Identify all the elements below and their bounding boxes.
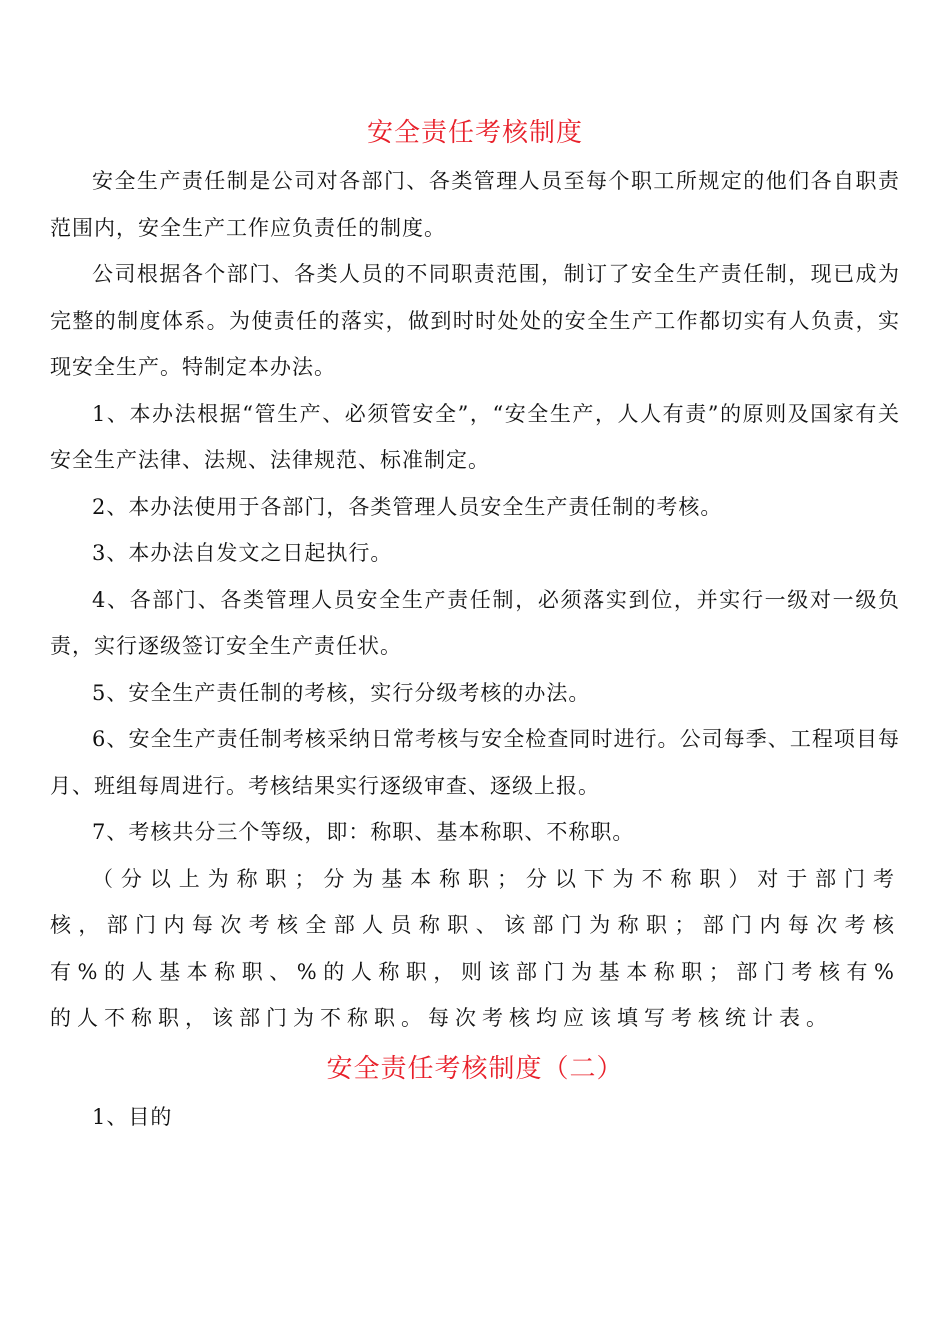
clause-2: 2、本办法使用于各部门，各类管理人员安全生产责任制的考核。 [92,494,723,519]
clause-1: 1、本办法根据“管生产、必须管安全”，“安全生产，人人有责”的原则及国家有关安全生产法律、法规、法律规范、标准制定。 [50,401,900,472]
clause-3: 3、本办法自发文之日起执行。 [92,541,393,565]
clause-6: 6、安全生产责任制考核采纳日常考核与安全检查同时进行。公司每季、工程项目每月、班组每周进行。考核结果实行逐级审查、逐级上报。 [50,727,900,798]
paragraph-intro: 安全生产责任制是公司对各部门、各类管理人员至每个职工所规定的他们各自职责范围内，安全生产工作应负责任的制度。 [50,169,900,240]
document-title-2: 安全责任考核制度（二） [326,1053,624,1084]
section-purpose: 1、目的 [92,1104,173,1129]
document-title: 安全责任考核制度 [366,118,583,148]
clause-5: 5、安全生产责任制的考核，实行分级考核的办法。 [92,680,591,705]
clause-7: 7、考核共分三个等级，即：称职、基本称职、不称职。 [92,820,635,844]
paragraph-system: 公司根据各个部门、各类人员的不同职责范围，制订了安全生产责任制，现已成为完整的制度体系。为使责任的落实，做到时时处处的安全生产工作都切实有人负责，实现安全生产。特制定本办法。 [50,262,900,379]
grading-note: （分以上为称职；分为基本称职；分以下为不称职）对于部门考核，部门内每次考核全部人员称职、该部门为称职；部门内每次考核有%的人基本称职、%的人称职，则该部门为基本称职；部门考核有%的人不称职，该部门为不称职。每次考核均应该填写考核统计表。 [50,866,900,1030]
clause-4: 4、各部门、各类管理人员安全生产责任制，必须落实到位，并实行一级对一级负责，实行逐级签订安全生产责任状。 [50,587,900,658]
